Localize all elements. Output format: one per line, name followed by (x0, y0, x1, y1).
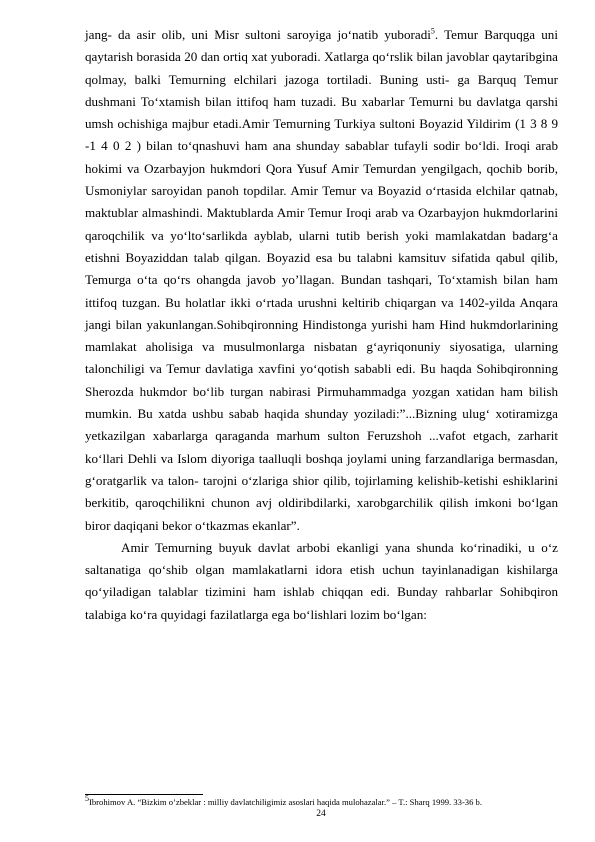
paragraph-1-start: jang- da asir olib, uni Misr sultoni saroyiga jo‘natib yuboradi (85, 27, 431, 42)
paragraph-1-rest: . Temur Barquqga uni qaytarish borasida 20 dan ortiq xat yuboradi. Xatlarga qo‘rslik bilan javoblar qaytaribgina qolmay, balki Temurning elchilari jazoga tortiladi. Buning usti- ga Barquq Temur dushmani To‘xtamish bilan ittifoq ham tuzadi. Bu xabarlar Temurni bu davlatga qarshi umsh ochishiga majbur etadi.Amir Temurning Turkiya sultoni Boyazid Yildirim (1 3 8 9 -1 4 0 2 ) bilan to‘qnashuvi ham ana shunday sabablar tufayli sodir bo‘ldi. Iroqi arab hokimi va Ozarbayjon hukmdori Qora Yusuf Amir Temurdan yengilgach, qochib borib, Usmoniylar saroyidan panoh topdilar. Amir Temur va Boyazid o‘rtasida elchilar qatnab, maktublar almashindi. Maktublarda Amir Temur Iroqi arab va Ozarbayjon hukmdorlarini qaroqchilik va yo‘lto‘sarlikda ayblab, ularni tutib berish yoki mamlakatdan badarg‘a etishni Boyaziddan talab qilgan. Boyazid esa bu talabni kamsituv sifatida qabul qilib, Temurga o‘ta qo‘rs ohangda javob yo’llagan. Bundan tashqari, To‘xtamish bilan ham ittifoq tuzgan. Bu holatlar ikki o‘rtada urushni keltirib chiqargan va 1402-yilda Anqara jangi bilan yakunlangan.Sohibqironning Hindistonga yurishi ham Hind hukmdorlarining mamlakat aholisiga va musulmonlarga nisbatan g‘ayriqonuniy siyosatiga, ularning talonchiligi va Temur davlatiga xavfini yo‘qotish sababli edi. Bu haqda Sohibqironning Sherozda hukmdor bo‘lib turgan nabirasi Pirmuhammadga yozgan xatidan ham bilish mumkin. Bu xatda ushbu sabab haqida shunday yoziladi:”...Bizning ulug‘ xotiramizga yetkazilgan xabarlarga qaraganda marhum sulton Feruzshoh ...vafot etgach, zarharit ko‘llari Dehli va Islom diyoriga taalluqli boshqa joylami uning farzandlariga bermasdan, g‘oratgarlik va talon- tarojni o‘zlariga shior qilib, tojirlaming kelishib-ketishi eshiklarini berkitib, qaroqchilikni chunon avj oldiribdilarki, xarobgarchilik qilish imkoni bo‘lgan biror daqiqani bekor o‘tkazmas ekanlar”. (85, 27, 558, 533)
body-text (85, 24, 558, 626)
footnote (85, 794, 565, 808)
paragraph-1 (85, 24, 558, 537)
page-number: 24 (316, 809, 326, 819)
footnote-text: Ibrohimov A. “Bizkim o’zbeklar : milliy davlatchiligimiz asoslari haqida mulohazalar.” – T.: Sharq 1999. 33-36 b. (89, 797, 482, 807)
footnote-divider (85, 794, 203, 795)
footnote-reference[interactable]: 5 (430, 26, 435, 36)
footnote-marker: 5 (85, 794, 89, 804)
paragraph-2: Amir Temurning buyuk davlat arbobi ekanligi yana shunda ko‘rinadiki, u o‘z saltanatiga qo‘shib olgan mamlakatlarni idora etish uchun tayinlanadigan kishilarga qo‘yiladigan talablar tizimini ham ishlab chiqqan edi. Bunday rahbarlar Sohibqiron talabiga ko‘ra quyidagi fazilatlarga ega bo‘lishlari lozim bo‘lgan: (85, 539, 558, 622)
